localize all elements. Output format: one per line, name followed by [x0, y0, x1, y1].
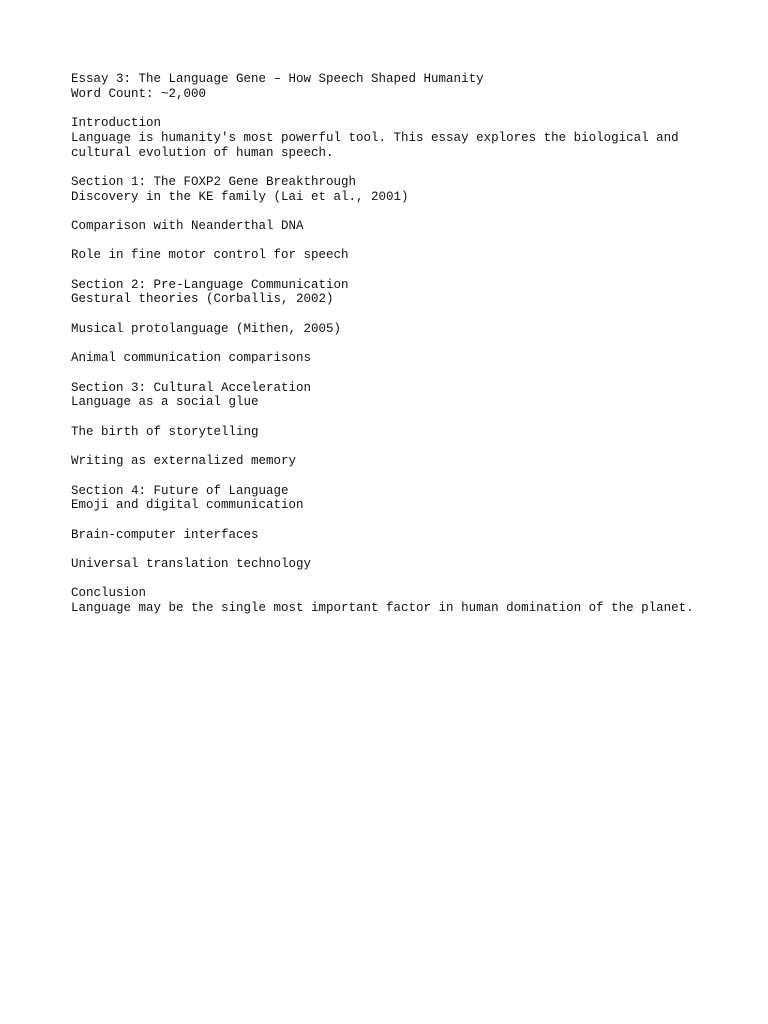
section-3-item: The birth of storytelling — [71, 424, 259, 439]
section-4-heading: Section 4: Future of Language — [71, 483, 289, 498]
spacer — [71, 101, 711, 116]
introduction-text-line-2: cultural evolution of human speech. — [71, 145, 334, 160]
conclusion-heading: Conclusion — [71, 586, 147, 601]
spacer — [71, 160, 711, 175]
section-2-item: Musical protolanguage (Mithen, 2005) — [71, 321, 342, 336]
section-1-heading: Section 1: The FOXP2 Gene Breakthrough — [71, 174, 357, 189]
section-2-item: Animal communication comparisons — [71, 351, 312, 366]
section-3-heading: Section 3: Cultural Acceleration — [71, 380, 312, 395]
section-2-item: Gestural theories (Corballis, 2002) — [71, 292, 334, 307]
spacer — [71, 439, 711, 454]
conclusion-text: Language may be the single most important factor in human domination of the planet. — [71, 601, 694, 616]
introduction-text-line-1: Language is humanity's most powerful tool. This essay explores the biological and — [71, 130, 679, 145]
section-4-item: Brain-computer interfaces — [71, 527, 259, 542]
section-4-item: Emoji and digital communication — [71, 498, 304, 513]
document-page — [71, 72, 711, 616]
document-title: Essay 3: The Language Gene – How Speech Shaped Humanity — [71, 72, 484, 86]
section-1-item: Role in fine motor control for speech — [71, 248, 349, 263]
word-count: Word Count: ~2,000 — [71, 86, 207, 101]
spacer — [71, 513, 711, 528]
spacer — [71, 469, 711, 484]
introduction-heading: Introduction — [71, 116, 162, 131]
spacer — [71, 234, 711, 249]
spacer — [71, 542, 711, 557]
section-2-heading: Section 2: Pre-Language Communication — [71, 277, 349, 292]
section-4-item: Universal translation technology — [71, 557, 312, 571]
section-1-item: Discovery in the KE family (Lai et al., 2001) — [71, 189, 409, 204]
section-3-item: Writing as externalized memory — [71, 454, 297, 469]
spacer — [71, 366, 711, 381]
spacer — [71, 410, 711, 425]
section-1-item: Comparison with Neanderthal DNA — [71, 218, 304, 233]
spacer — [71, 263, 711, 278]
spacer — [71, 204, 711, 219]
section-3-item: Language as a social glue — [71, 395, 259, 410]
spacer — [71, 307, 711, 322]
spacer — [71, 337, 711, 352]
spacer — [71, 572, 711, 587]
